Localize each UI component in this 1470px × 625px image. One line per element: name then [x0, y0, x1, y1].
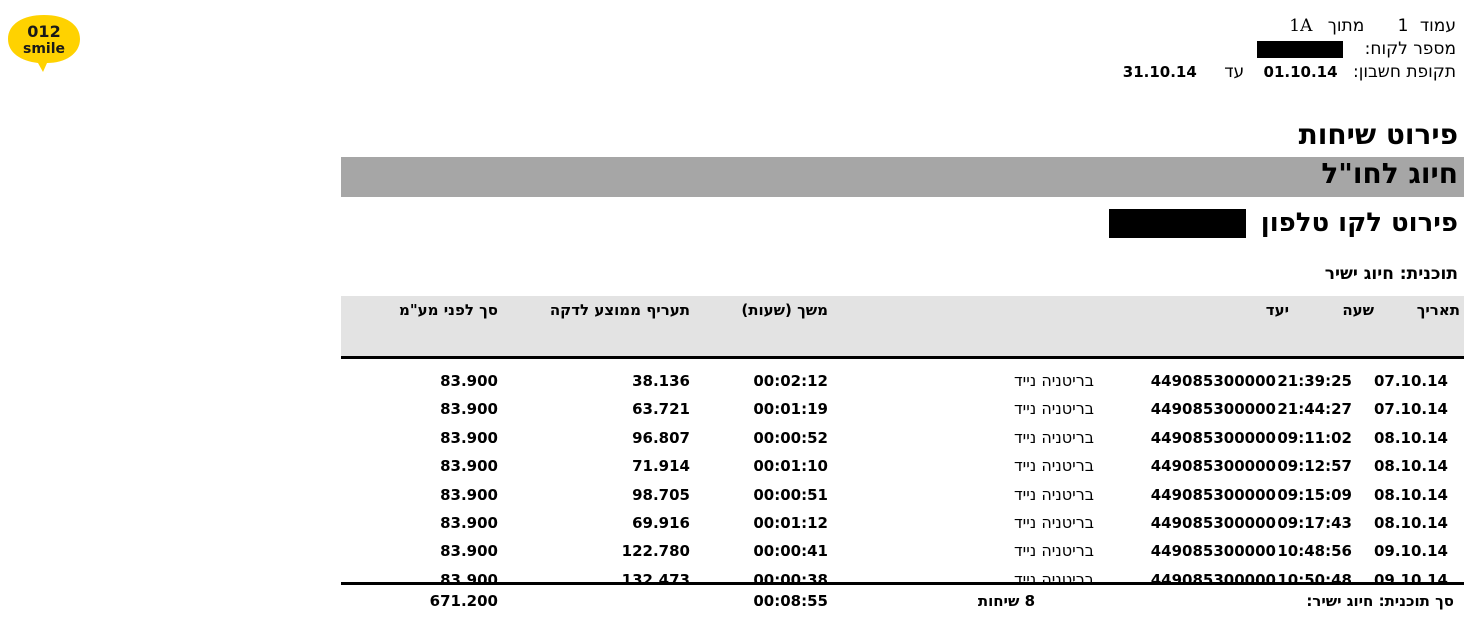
logo-text-bottom: smile: [22, 41, 66, 57]
cell-avg-rate: 38.136: [632, 372, 690, 390]
page-number: 1: [1397, 16, 1409, 36]
table-row: [341, 368, 1464, 396]
col-duration: משך (שעות): [741, 301, 828, 319]
cell-number: 449085300000: [1150, 372, 1276, 390]
table-row: [341, 396, 1464, 424]
totals-row: [341, 592, 1464, 616]
cell-time: 21:39:25: [1277, 372, 1352, 390]
period-label: תקופת חשבון:: [1352, 62, 1456, 82]
phone-number-redacted: [1109, 209, 1246, 238]
cell-time: 09:11:02: [1277, 428, 1352, 447]
customer-number-redacted: [1257, 41, 1343, 58]
cell-avg-rate: 96.807: [632, 428, 690, 447]
cell-destination: בריטניה נייד: [1013, 513, 1094, 532]
cell-destination: בריטניה נייד: [1013, 456, 1094, 476]
cell-duration: 00:02:12: [753, 372, 828, 390]
table-header: [341, 296, 1464, 359]
cell-number: 449085300000: [1150, 457, 1276, 476]
cell-destination: בריטניה נייד: [1013, 541, 1094, 561]
cell-date: 08.10.14: [1373, 485, 1448, 504]
period-from: 01.10.14: [1263, 63, 1338, 81]
table-row: [341, 425, 1464, 453]
cell-duration: 00:00:38: [753, 570, 828, 589]
cell-avg-rate: 69.916: [632, 514, 690, 532]
cell-time: 09:15:09: [1277, 485, 1352, 504]
cell-avg-rate: 122.780: [621, 542, 690, 561]
page-total: 1A: [1289, 16, 1313, 36]
of-label: מתוך: [1327, 16, 1365, 36]
table-row: [341, 482, 1464, 510]
cell-amount: 83.900: [440, 457, 498, 476]
col-time: שעה: [1342, 301, 1374, 319]
cell-date: 08.10.14: [1373, 428, 1448, 447]
cell-duration: 00:00:51: [753, 485, 828, 504]
cell-amount: 83.900: [440, 485, 498, 504]
cell-date: 08.10.14: [1373, 514, 1448, 532]
cell-amount: 83.900: [440, 542, 498, 561]
cell-destination: בריטניה נייד: [1013, 371, 1094, 390]
col-avg-rate: תעריף ממוצע לדקה: [549, 301, 690, 319]
col-destination: יעד: [1265, 301, 1289, 319]
line-detail-title: [1109, 208, 1458, 238]
section-bar: [341, 157, 1464, 197]
plan-label: תוכנית: חיוג ישיר: [1324, 264, 1458, 284]
cell-amount: 83.900: [440, 372, 498, 390]
period-to: 31.10.14: [1122, 63, 1197, 81]
cell-amount: 83.900: [440, 428, 498, 447]
customer-label: מספר לקוח:: [1364, 39, 1456, 59]
cell-duration: 00:01:12: [753, 514, 828, 532]
table-row: [341, 538, 1464, 566]
totals-duration: 00:08:55: [753, 592, 828, 610]
cell-time: 10:50:48: [1277, 570, 1352, 589]
cell-time: 21:44:27: [1277, 400, 1352, 419]
cell-duration: 00:01:10: [753, 457, 828, 476]
cell-duration: 00:01:19: [753, 400, 828, 419]
cell-duration: 00:00:52: [753, 428, 828, 447]
cell-date: 07.10.14: [1373, 400, 1448, 419]
cell-number: 449085300000: [1150, 400, 1276, 419]
totals-amount: 671.200: [429, 592, 498, 610]
cell-amount: 83.900: [440, 400, 498, 419]
section-title: חיוג לחו"ל: [1321, 157, 1458, 190]
customer-number: [1257, 39, 1456, 59]
page-title: פירוט שיחות: [1298, 118, 1458, 151]
cell-time: 09:12:57: [1277, 457, 1352, 476]
cell-date: 07.10.14: [1373, 372, 1448, 390]
cell-time: 09:17:43: [1277, 514, 1352, 532]
cell-date: 09.10.14: [1373, 570, 1448, 589]
cell-destination: בריטניה נייד: [1013, 484, 1094, 504]
cell-avg-rate: 71.914: [632, 457, 690, 476]
cell-date: 09.10.14: [1373, 542, 1448, 561]
cell-avg-rate: 132.473: [621, 570, 690, 589]
billing-period: [1123, 62, 1456, 82]
until-label: עד: [1224, 62, 1245, 82]
cell-number: 449085300000: [1150, 428, 1276, 447]
cell-destination: בריטניה נייד: [1013, 427, 1094, 447]
table-row: [341, 567, 1464, 595]
cell-amount: 83.900: [440, 570, 498, 589]
cell-destination: בריטניה נייד: [1013, 569, 1094, 589]
table-row: [341, 510, 1464, 538]
col-date: תאריך: [1416, 301, 1460, 319]
cell-avg-rate: 98.705: [632, 485, 690, 504]
totals-calls: 8 שיחות: [977, 592, 1035, 610]
table-bottom-rule: [341, 582, 1464, 585]
cell-avg-rate: 63.721: [632, 400, 690, 419]
cell-number: 449085300000: [1150, 485, 1276, 504]
cell-date: 08.10.14: [1373, 457, 1448, 476]
table-row: [341, 453, 1464, 481]
col-amount: סך לפני מע"מ: [399, 301, 498, 319]
cell-number: 449085300000: [1150, 514, 1276, 532]
logo-text-top: 012: [27, 22, 61, 41]
cell-amount: 83.900: [440, 514, 498, 532]
cell-number: 449085300000: [1150, 542, 1276, 561]
cell-number: 449085300000: [1150, 570, 1276, 589]
page-indicator: [1289, 16, 1456, 36]
totals-label: סך תוכנית: חיוג ישיר:: [1306, 592, 1454, 610]
cell-duration: 00:00:41: [753, 542, 828, 561]
line-detail-label: פירוט לקו טלפון: [1260, 208, 1458, 238]
brand-logo: [5, 12, 83, 74]
cell-time: 10:48:56: [1277, 542, 1352, 561]
cell-destination: בריטניה נייד: [1013, 399, 1094, 419]
page-label: עמוד: [1419, 16, 1456, 36]
